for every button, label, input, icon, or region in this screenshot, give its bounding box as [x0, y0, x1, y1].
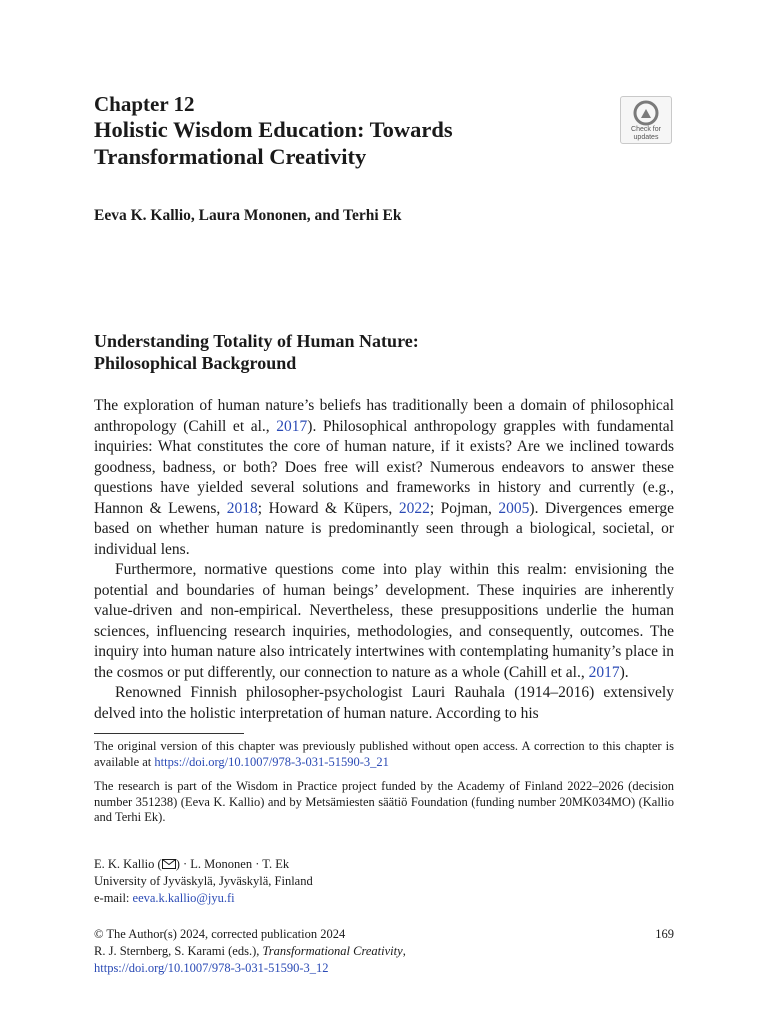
affiliation-university: University of Jyväskylä, Jyväskylä, Finland	[94, 874, 313, 888]
check-updates-icon	[633, 100, 659, 126]
page-number: 169	[655, 927, 674, 941]
copyright-block	[94, 926, 674, 977]
badge-line2: updates	[633, 134, 659, 141]
body-text	[94, 396, 674, 724]
check-for-updates-badge[interactable]	[620, 96, 672, 144]
chapter-label: Chapter 12	[94, 92, 195, 116]
p1-text-b: ). Philosophical anthropology grapples with fundamental inquiries: What constitutes the core of human nature, if it exists? Are we inclined towards goodness, badness, or both? Does free will exist? Numerous endeavors to answer these questions have yielded several solutions and frameworks in history and currently (e.g., Hannon & Lewens,	[94, 417, 674, 517]
book-citation	[94, 943, 674, 960]
section-heading-line1: Understanding Totality of Human Nature:	[94, 331, 419, 351]
email-label: e-mail:	[94, 891, 133, 905]
citation-link[interactable]: 2022	[398, 499, 430, 517]
p1-text-c: ; Howard & Küpers,	[257, 499, 399, 517]
citation-link[interactable]: 2018	[226, 499, 258, 517]
affiliation-names	[94, 856, 674, 873]
p1-text-a: The exploration of human nature’s beliefs has traditionally been a domain of philosophical anthropology (Cahill et al.,	[94, 397, 674, 435]
copyright-line: © The Author(s) 2024, corrected publication 2024	[94, 927, 346, 941]
footnote-correction-text: The original version of this chapter was previously published without open access. A correction to this chapter is available at	[94, 739, 674, 769]
affiliation-names-b: ) · L. Mononen · T. Ek	[175, 857, 290, 871]
author-affiliation	[94, 856, 674, 907]
chapter-doi-link[interactable]: https://doi.org/10.1007/978-3-031-51590-3_12	[94, 961, 329, 975]
book-title: Transformational Creativity	[262, 944, 403, 958]
section-heading	[94, 330, 594, 374]
envelope-icon	[162, 859, 176, 869]
paragraph-1	[94, 396, 674, 560]
badge-line1: Check for	[631, 126, 661, 133]
author-list: Eeva K. Kallio, Laura Mononen, and Terhi Ek	[94, 207, 402, 224]
email-link[interactable]: eeva.k.kallio@jyu.fi	[132, 891, 235, 905]
footnote-correction	[94, 739, 674, 770]
footnote-funding: The research is part of the Wisdom in Practice project funded by the Academy of Finland 2022–2026 (decision number 351238) (Eeva K. Kallio) and by Metsämiesten säätiö Foundation (funding number 20MK034MO) (Kallio and Terhi Ek).	[94, 779, 674, 824]
chapter-title: Holistic Wisdom Education: Towards Transformational Creativity	[94, 117, 453, 169]
citation-link[interactable]: 2005	[498, 499, 530, 517]
p2-text-b: ).	[619, 663, 629, 681]
page	[94, 0, 674, 1024]
section-heading-line2: Philosophical Background	[94, 353, 297, 373]
citation-link[interactable]: 2017	[276, 417, 308, 435]
p1-text-e: ). Divergences emerge based on whether human nature is predominantly seen through a biological, societal, or individual lens.	[94, 499, 674, 558]
chapter-doi-line	[94, 960, 674, 977]
paragraph-3: Renowned Finnish philosopher-psychologist Lauri Rauhala (1914–2016) extensively delved into the holistic interpretation of human nature. According to his	[94, 684, 674, 722]
footnote-divider	[94, 733, 244, 734]
paragraph-2	[94, 560, 674, 683]
correction-doi-link[interactable]: https://doi.org/10.1007/978-3-031-51590-3_21	[154, 754, 389, 769]
citation-link[interactable]: 2017	[588, 663, 620, 681]
p1-text-d: ; Pojman,	[429, 499, 499, 517]
affiliation-email-line	[94, 890, 674, 907]
footnotes	[94, 739, 674, 835]
p2-text-a: Furthermore, normative questions come into play within this realm: envisioning the potential and boundaries of human beings’ development. These inquiries are inherently value-driven and non-empirical. Nevertheless, these presuppositions underlie the human sciences, influencing research inquiries, methodologies, and consequently, outcomes. The inquiry into human nature also intricately intertwines with contemplating humanity’s place in the cosmos or put differently, our connection to nature as a whole (Cahill et al.,	[94, 561, 674, 681]
book-editors: R. J. Sternberg, S. Karami (eds.),	[94, 944, 263, 958]
affiliation-names-a: E. K. Kallio (	[94, 857, 162, 871]
book-citation-comma: ,	[402, 944, 406, 958]
